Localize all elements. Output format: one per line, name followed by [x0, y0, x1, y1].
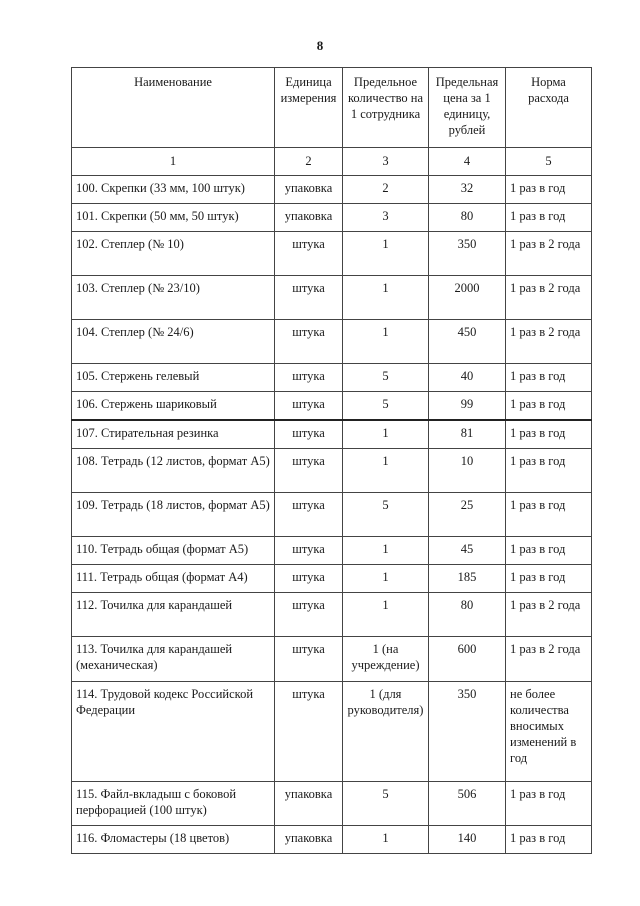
item-name: 102. Степлер (№ 10) — [72, 232, 275, 276]
column-number: 5 — [506, 148, 592, 176]
column-number: 1 — [72, 148, 275, 176]
item-norm: 1 раз в год — [506, 420, 592, 449]
item-unit: упаковка — [275, 782, 343, 826]
item-norm: 1 раз в год — [506, 782, 592, 826]
item-price: 10 — [429, 449, 506, 493]
item-qty: 1 — [343, 449, 429, 493]
item-price: 600 — [429, 637, 506, 682]
table-row — [72, 276, 592, 320]
item-price: 2000 — [429, 276, 506, 320]
item-unit: штука — [275, 449, 343, 493]
table-row — [72, 637, 592, 682]
item-qty: 1 (на учреждение) — [343, 637, 429, 682]
item-price: 80 — [429, 204, 506, 232]
item-price: 450 — [429, 320, 506, 364]
item-unit: штука — [275, 420, 343, 449]
table-row — [72, 232, 592, 276]
item-qty: 1 — [343, 537, 429, 565]
item-norm: 1 раз в год — [506, 826, 592, 854]
item-qty: 5 — [343, 392, 429, 421]
item-unit: штука — [275, 537, 343, 565]
item-norm: 1 раз в год — [506, 537, 592, 565]
item-unit: упаковка — [275, 176, 343, 204]
item-qty: 3 — [343, 204, 429, 232]
item-name: 107. Стирательная резинка — [72, 420, 275, 449]
item-norm: 1 раз в год — [506, 204, 592, 232]
item-qty: 1 — [343, 593, 429, 637]
item-price: 140 — [429, 826, 506, 854]
item-qty: 5 — [343, 364, 429, 392]
norms-table — [71, 67, 592, 854]
item-norm: 1 раз в год — [506, 493, 592, 537]
item-price: 81 — [429, 420, 506, 449]
table-row — [72, 565, 592, 593]
table-row — [72, 364, 592, 392]
item-price: 99 — [429, 392, 506, 421]
item-price: 25 — [429, 493, 506, 537]
item-price: 185 — [429, 565, 506, 593]
item-unit: штука — [275, 682, 343, 782]
table-row — [72, 320, 592, 364]
item-name: 108. Тетрадь (12 листов, формат А5) — [72, 449, 275, 493]
item-name: 110. Тетрадь общая (формат А5) — [72, 537, 275, 565]
item-unit: штука — [275, 637, 343, 682]
column-number-row — [72, 148, 592, 176]
header-row — [72, 68, 592, 148]
item-name: 106. Стержень шариковый — [72, 392, 275, 421]
item-unit: штука — [275, 565, 343, 593]
item-name: 115. Файл-вкладыш с боковой перфорацией (100 штук) — [72, 782, 275, 826]
item-price: 506 — [429, 782, 506, 826]
item-norm: 1 раз в 2 года — [506, 232, 592, 276]
header-norm: Норма расхода — [506, 68, 592, 148]
item-unit: упаковка — [275, 204, 343, 232]
item-qty: 1 — [343, 420, 429, 449]
item-qty: 1 — [343, 232, 429, 276]
item-name: 100. Скрепки (33 мм, 100 штук) — [72, 176, 275, 204]
item-norm: не более количества вносимых изменений в год — [506, 682, 592, 782]
page-number: 8 — [316, 38, 324, 53]
table-row — [72, 449, 592, 493]
item-unit: штука — [275, 493, 343, 537]
item-norm: 1 раз в 2 года — [506, 276, 592, 320]
item-unit: упаковка — [275, 826, 343, 854]
item-price: 32 — [429, 176, 506, 204]
table-row — [72, 392, 592, 421]
item-norm: 1 раз в год — [506, 392, 592, 421]
item-qty: 1 — [343, 320, 429, 364]
item-unit: штука — [275, 593, 343, 637]
item-name: 114. Трудовой кодекс Российской Федерации — [72, 682, 275, 782]
column-number: 3 — [343, 148, 429, 176]
item-norm: 1 раз в 2 года — [506, 320, 592, 364]
column-number: 4 — [429, 148, 506, 176]
table-row — [72, 682, 592, 782]
table-row — [72, 826, 592, 854]
item-price: 350 — [429, 232, 506, 276]
item-name: 105. Стержень гелевый — [72, 364, 275, 392]
item-unit: штука — [275, 364, 343, 392]
item-qty: 5 — [343, 493, 429, 537]
table-row — [72, 420, 592, 449]
item-unit: штука — [275, 276, 343, 320]
column-number: 2 — [275, 148, 343, 176]
table-row — [72, 593, 592, 637]
item-norm: 1 раз в год — [506, 565, 592, 593]
item-name: 116. Фломастеры (18 цветов) — [72, 826, 275, 854]
item-name: 104. Степлер (№ 24/6) — [72, 320, 275, 364]
item-norm: 1 раз в год — [506, 176, 592, 204]
item-unit: штука — [275, 320, 343, 364]
item-qty: 5 — [343, 782, 429, 826]
item-unit: штука — [275, 392, 343, 421]
item-name: 112. Точилка для карандашей — [72, 593, 275, 637]
table-row — [72, 782, 592, 826]
item-norm: 1 раз в 2 года — [506, 593, 592, 637]
item-price: 80 — [429, 593, 506, 637]
item-price: 45 — [429, 537, 506, 565]
header-price: Предельная цена за 1 единицу, рублей — [429, 68, 506, 148]
item-qty: 1 — [343, 276, 429, 320]
item-price: 40 — [429, 364, 506, 392]
item-name: 101. Скрепки (50 мм, 50 штук) — [72, 204, 275, 232]
item-norm: 1 раз в 2 года — [506, 637, 592, 682]
item-qty: 2 — [343, 176, 429, 204]
table-row — [72, 493, 592, 537]
item-name: 113. Точилка для карандашей (механическая) — [72, 637, 275, 682]
item-name: 109. Тетрадь (18 листов, формат А5) — [72, 493, 275, 537]
item-norm: 1 раз в год — [506, 449, 592, 493]
item-norm: 1 раз в год — [506, 364, 592, 392]
item-price: 350 — [429, 682, 506, 782]
header-name: Наименование — [72, 68, 275, 148]
item-qty: 1 — [343, 565, 429, 593]
table-row — [72, 204, 592, 232]
item-qty: 1 (для руководителя) — [343, 682, 429, 782]
item-name: 111. Тетрадь общая (формат А4) — [72, 565, 275, 593]
table-row — [72, 176, 592, 204]
item-qty: 1 — [343, 826, 429, 854]
item-unit: штука — [275, 232, 343, 276]
table-row — [72, 537, 592, 565]
header-unit: Единица измерения — [275, 68, 343, 148]
header-qty: Предельное количество на 1 сотрудника — [343, 68, 429, 148]
item-name: 103. Степлер (№ 23/10) — [72, 276, 275, 320]
